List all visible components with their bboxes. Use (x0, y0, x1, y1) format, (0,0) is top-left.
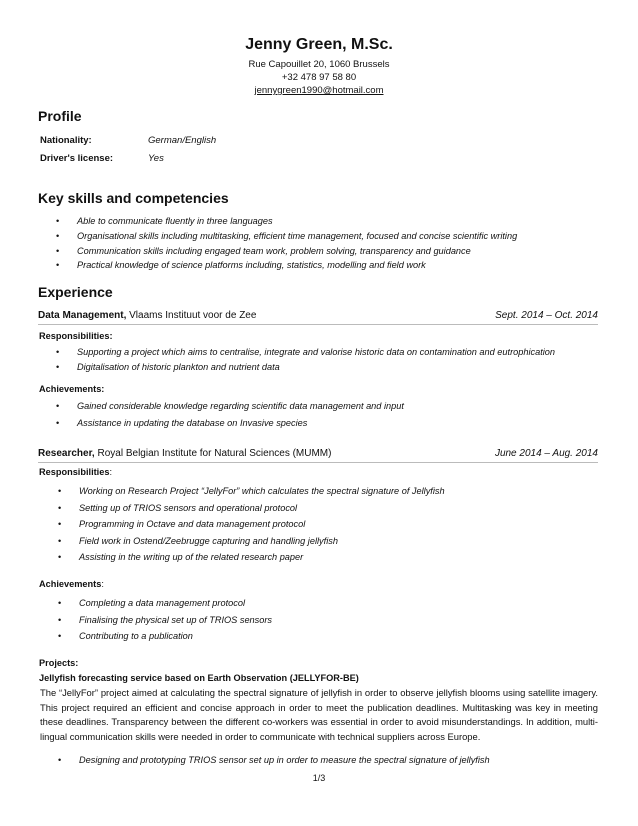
achievements-label: Achievements: (39, 579, 104, 589)
job-dates: Sept. 2014 – Oct. 2014 (495, 310, 598, 321)
phone: +32 478 97 58 80 (281, 72, 357, 83)
job-organisation: Vlaams Instituut voor de Zee (126, 310, 257, 321)
email-link[interactable]: jennygreen1990@hotmail.com (254, 85, 384, 96)
person-name: Jenny Green, M.Sc. (245, 36, 393, 53)
list-item: • Gained considerable knowledge regarding scientific data management and input (56, 398, 404, 415)
job-role: Data Management, (38, 310, 127, 321)
experience-heading: Experience (38, 284, 113, 300)
responsibilities-list (58, 483, 445, 566)
list-item: • Finalising the physical set up of TRIOS sensors (58, 612, 272, 629)
responsibilities-label: Responsibilities: (39, 467, 113, 477)
list-item: • Assistance in updating the database on Invasive species (56, 415, 404, 432)
list-item: • Field work in Ostend/Zeebrugge capturing and handling jellyfish (58, 533, 445, 550)
profile-heading: Profile (38, 108, 82, 124)
profile-row-nationality (40, 135, 216, 146)
project-list (58, 753, 490, 767)
list-item: • Assisting in the writing up of the related research paper (58, 549, 445, 566)
job-role: Researcher, (38, 448, 95, 459)
job-dates: June 2014 – Aug. 2014 (494, 448, 598, 459)
profile-value: German/English (148, 135, 217, 146)
achievements-list (58, 595, 272, 645)
profile-value: Yes (148, 153, 164, 164)
list-item: • Designing and prototyping TRIOS sensor set up in order to measure the spectral signature of jellyfish (58, 753, 490, 767)
achievements-list (56, 398, 404, 431)
profile-row-license (40, 153, 164, 164)
list-item: • Able to communicate fluently in three languages (56, 214, 517, 229)
responsibilities-list (56, 345, 555, 375)
achievements-label: Achievements: (39, 384, 105, 394)
responsibilities-label: Responsibilities: (39, 331, 113, 341)
achievements-label-text: Achievements (39, 579, 102, 589)
job-organisation: Royal Belgian Institute for Natural Sciences (MUMM) (94, 448, 332, 459)
project-title: Jellyfish forecasting service based on Earth Observation (JELLYFOR-BE) (39, 673, 359, 683)
project-description: The “JellyFor” project aimed at calculating the spectral signature of jellyfish in order to observe jellyfish blooms using satellite imagery. This project required an efficient and concise approach in order to meet the publication deadlines. Multitasking was key in meeting these deadlines. Transparency between the different co-workers was essential in order to avoid misunderstandings. In addition, multi-lingual communication skills were needed in order to communicate with technical suppliers across Europe. (40, 687, 598, 742)
skills-heading: Key skills and competencies (38, 190, 229, 206)
list-item: • Contributing to a publication (58, 628, 272, 645)
list-item: • Working on Research Project “JellyFor” which calculates the spectral signature of Jellyfish (58, 483, 445, 500)
responsibilities-label-text: Responsibilities (39, 467, 110, 477)
list-item: • Practical knowledge of science platforms including, statistics, modelling and field work (56, 258, 517, 273)
list-item: • Setting up of TRIOS sensors and operational protocol (58, 500, 445, 517)
page-number: 1/3 (312, 773, 326, 783)
profile-label: Driver's license: (40, 153, 114, 164)
skills-list (56, 214, 517, 273)
job-header (38, 310, 598, 325)
list-item: • Supporting a project which aims to centralise, integrate and valorise historic data on contamination and eutrophication (56, 345, 555, 360)
profile-label: Nationality: (40, 135, 92, 146)
list-item: • Digitalisation of historic plankton and nutrient data (56, 360, 555, 375)
list-item: • Programming in Octave and data management protocol (58, 516, 445, 533)
list-item: • Completing a data management protocol (58, 595, 272, 612)
list-item: • Organisational skills including multitasking, efficient time management, focused and concise scientific writing (56, 229, 517, 244)
projects-label: Projects: (39, 658, 79, 668)
list-item: • Communication skills including engaged team work, problem solving, transparency and guidance (56, 244, 517, 259)
address: Rue Capouillet 20, 1060 Brussels (248, 59, 390, 70)
resume-header (0, 36, 638, 97)
job-header (38, 448, 598, 463)
